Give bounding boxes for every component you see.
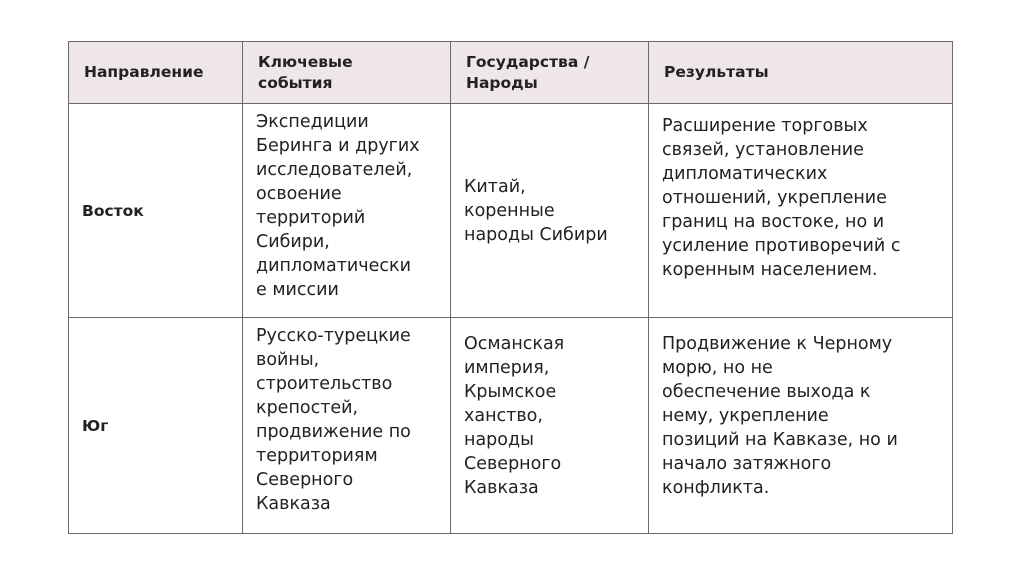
results-cell: Расширение торговых связей, установление дипломатических отношений, укрепление границ на востоке, но и усиление противоречий с коренным населением. <box>649 104 953 318</box>
header-states: Государства / Народы <box>451 42 649 104</box>
header-direction: Направление <box>69 42 243 104</box>
states-cell: Китай, коренные народы Сибири <box>451 104 649 318</box>
direction-cell: Юг <box>69 318 243 534</box>
events-cell: Русско-турецкие войны, строительство крепостей, продвижение по территориям Северного Кавказа <box>243 318 451 534</box>
history-table <box>68 41 953 534</box>
header-row <box>69 42 953 104</box>
table-row <box>69 318 953 534</box>
header-results: Результаты <box>649 42 953 104</box>
table-row <box>69 104 953 318</box>
events-cell: Экспедиции Беринга и других исследователей, освоение территорий Сибири, дипломатически е миссии <box>243 104 451 318</box>
states-cell: Османская империя, Крымское ханство, народы Северного Кавказа <box>451 318 649 534</box>
results-cell: Продвижение к Черному морю, но не обеспечение выхода к нему, укрепление позиций на Кавказе, но и начало затяжного конфликта. <box>649 318 953 534</box>
direction-cell: Восток <box>69 104 243 318</box>
header-events: Ключевые события <box>243 42 451 104</box>
